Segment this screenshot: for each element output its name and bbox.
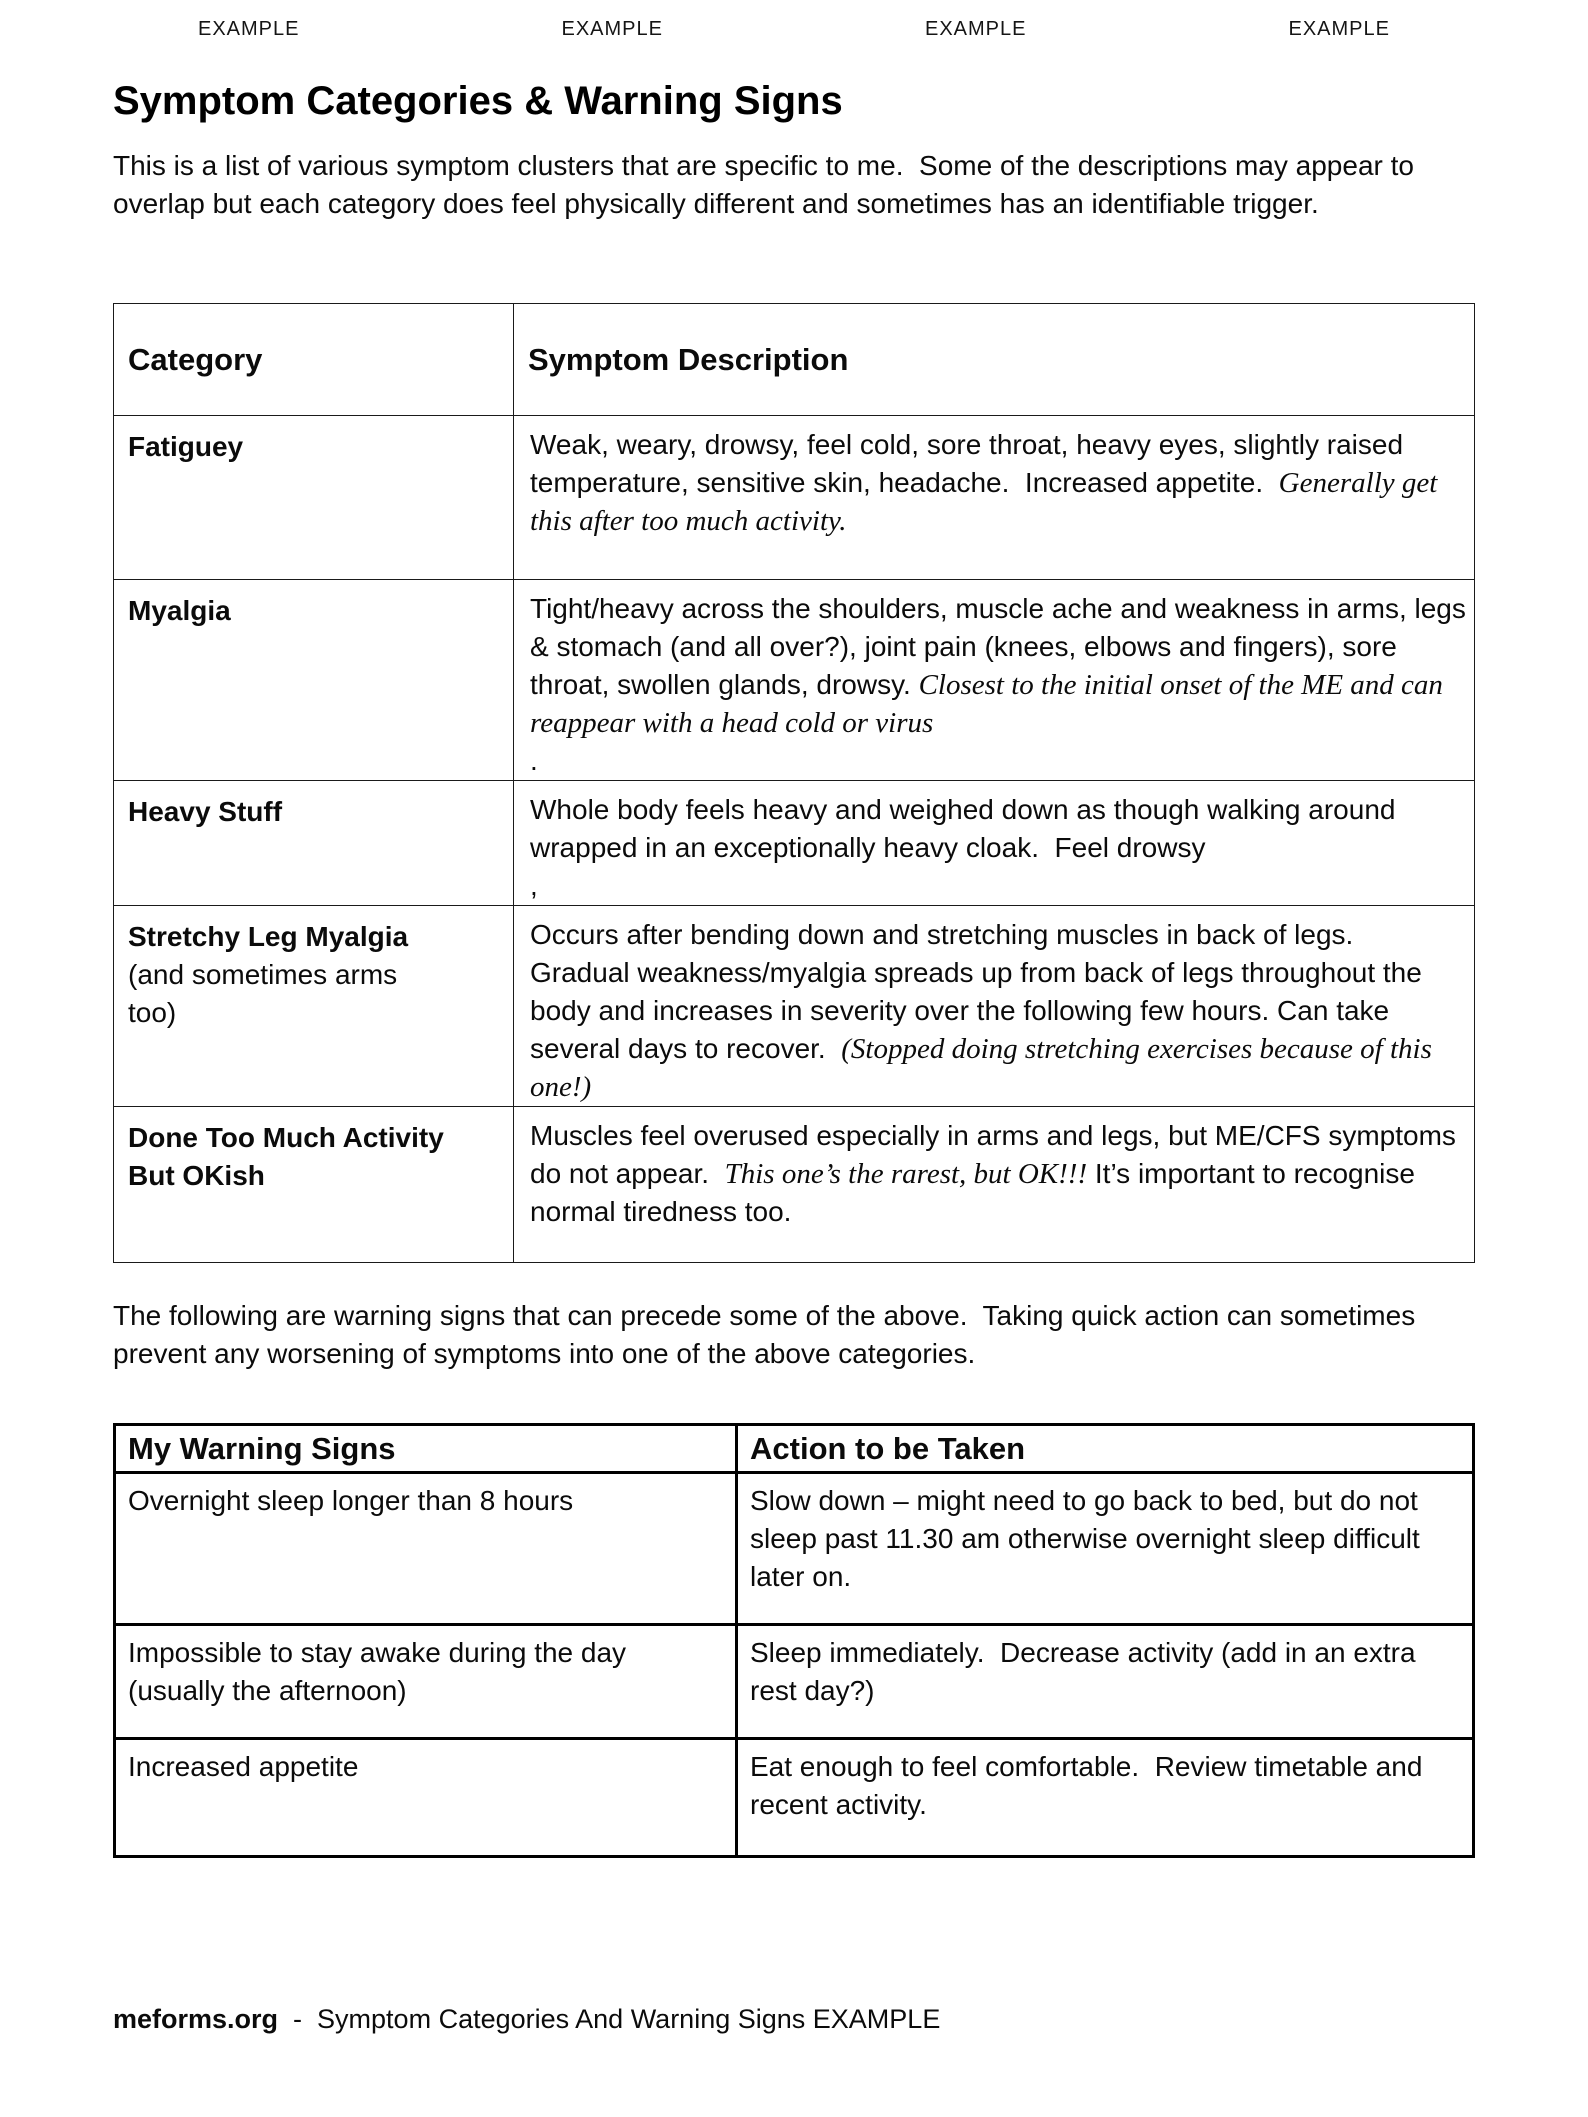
warning-sign-cell: Increased appetite xyxy=(115,1739,737,1857)
warning-sign-cell: Overnight sleep longer than 8 hours xyxy=(115,1473,737,1625)
symptom-description-cell xyxy=(514,416,1475,580)
category-label: Fatiguey xyxy=(128,431,244,462)
footer-document-title: - Symptom Categories And Warning Signs EXAMPLE xyxy=(278,2004,941,2034)
warning-signs-table xyxy=(113,1423,1475,1858)
action-to-be-taken-column-header: Action to be Taken xyxy=(737,1425,1474,1473)
description-italic-text: (Stopped doing stretching exercises because of this one!) xyxy=(530,1033,1440,1103)
footer-site-name: meforms.org xyxy=(113,2004,279,2034)
description-italic-text: Generally get this after too much activity. xyxy=(530,467,1445,537)
description-text: Muscles feel overused especially in arms and legs, but ME/CFS symptoms do not appear. xyxy=(530,1120,1464,1189)
category-column-header: Category xyxy=(114,304,514,416)
example-watermark: EXAMPLE xyxy=(198,18,300,40)
example-watermark: EXAMPLE xyxy=(925,18,1027,40)
symptom-description-column-header: Symptom Description xyxy=(514,304,1475,416)
category-cell xyxy=(114,580,514,781)
trailing-punctuation: , xyxy=(530,870,538,901)
intro-paragraph: This is a list of various symptom clusters that are specific to me. Some of the descriptions may appear to overlap but each category does feel physically different and sometimes has an identifiable trigger. xyxy=(113,150,1422,219)
table-row xyxy=(115,1625,1474,1739)
table-row xyxy=(114,906,1475,1107)
action-cell: Sleep immediately. Decrease activity (add in an extra rest day?) xyxy=(737,1625,1474,1739)
trailing-punctuation: . xyxy=(530,745,538,776)
category-label: Myalgia xyxy=(128,595,231,626)
symptom-description-cell xyxy=(514,580,1475,781)
category-label: Stretchy Leg Myalgia xyxy=(128,921,409,952)
table-row xyxy=(115,1739,1474,1857)
category-cell xyxy=(114,781,514,906)
example-watermark: EXAMPLE xyxy=(561,18,663,40)
warning-sign-cell: Impossible to stay awake during the day (usually the afternoon) xyxy=(115,1625,737,1739)
category-cell xyxy=(114,1107,514,1263)
description-text: Occurs after bending down and stretching muscles in back of legs. Gradual weakness/myalgia spreads up from back of legs throughout the body and increases in severity over the following few hours. Can take several days to recover. xyxy=(530,919,1430,1064)
table-row xyxy=(114,580,1475,781)
category-cell xyxy=(114,906,514,1107)
symptom-description-cell xyxy=(514,906,1475,1107)
category-note: (and sometimes arms too) xyxy=(128,959,398,1028)
symptom-description-cell xyxy=(514,781,1475,906)
description-text: It’s important to recognise normal tiredness too. xyxy=(530,1158,1423,1227)
table-row xyxy=(114,1107,1475,1263)
action-cell: Eat enough to feel comfortable. Review timetable and recent activity. xyxy=(737,1739,1474,1857)
symptom-description-cell xyxy=(514,1107,1475,1263)
category-cell xyxy=(114,416,514,580)
action-cell: Slow down – might need to go back to bed, but do not sleep past 11.30 am otherwise overnight sleep difficult later on. xyxy=(737,1473,1474,1625)
example-watermark-row xyxy=(198,0,1390,41)
description-text: Whole body feels heavy and weighed down as though walking around wrapped in an exceptionally heavy cloak. Feel drowsy xyxy=(530,794,1404,863)
category-label: Heavy Stuff xyxy=(128,796,283,827)
warning-signs-paragraph: The following are warning signs that can precede some of the above. Taking quick action can sometimes prevent any worsening of symptoms into one of the above categories. xyxy=(113,1300,1423,1369)
description-text: Tight/heavy across the shoulders, muscle ache and weakness in arms, legs & stomach (and all over?), joint pain (knees, elbows and fingers), sore throat, swollen glands, drowsy. xyxy=(530,593,1474,700)
table-row xyxy=(115,1473,1474,1625)
symptom-categories-table xyxy=(113,303,1475,1263)
category-label: Done Too Much Activity But OKish xyxy=(128,1122,444,1191)
example-watermark: EXAMPLE xyxy=(1288,18,1390,40)
description-italic-text: This one’s the rarest, but OK!!! xyxy=(724,1158,1088,1190)
page-title: Symptom Categories & Warning Signs xyxy=(113,79,843,123)
description-text: Weak, weary, drowsy, feel cold, sore throat, heavy eyes, slightly raised temperature, sensitive skin, headache. Increased appetite. xyxy=(530,429,1411,498)
description-italic-text: Closest to the initial onset of the ME and can reappear with a head cold or virus xyxy=(530,669,1451,739)
my-warning-signs-column-header: My Warning Signs xyxy=(115,1425,737,1473)
table-row xyxy=(114,781,1475,906)
table-header-row xyxy=(114,304,1475,416)
table-row xyxy=(114,416,1475,580)
table-header-row xyxy=(115,1425,1474,1473)
page-footer xyxy=(113,2002,940,2036)
